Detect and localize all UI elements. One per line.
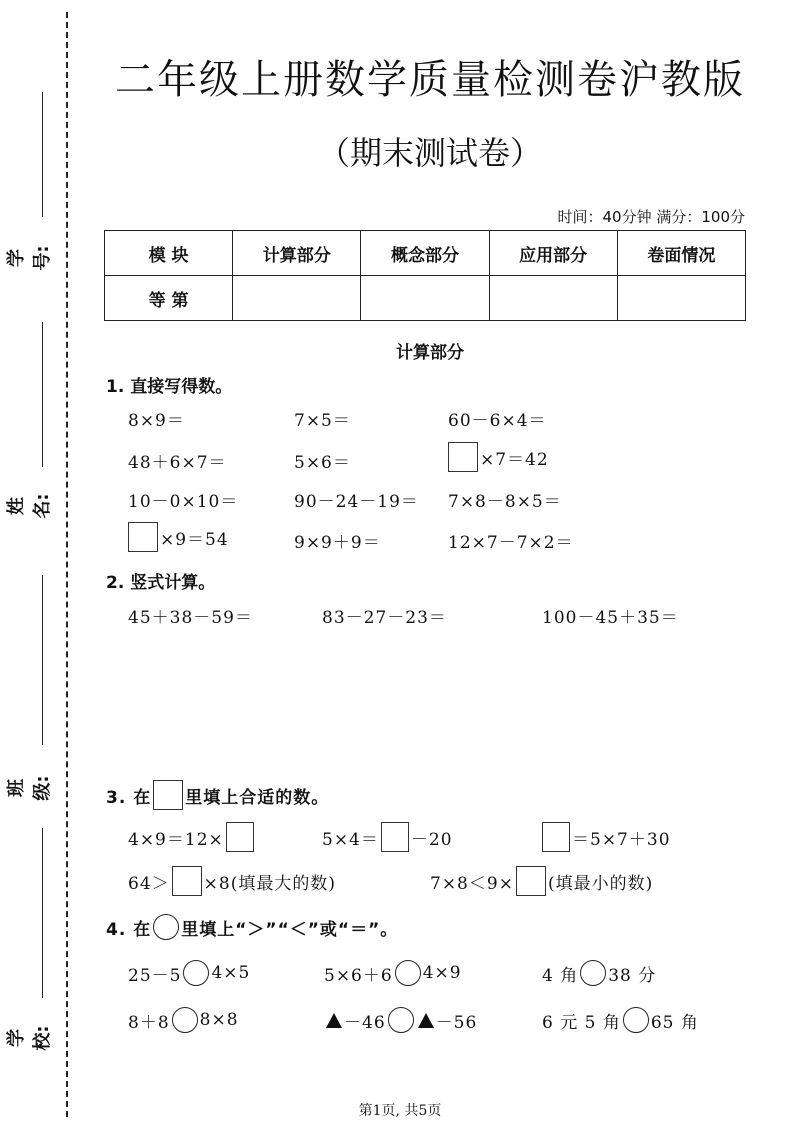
grade-cell[interactable]	[617, 276, 745, 321]
q3-item-text: －20	[410, 829, 453, 850]
school-label: 学校:	[6, 1025, 53, 1051]
q3-item-text: 7×8＜9×	[430, 873, 514, 894]
q4-item	[128, 960, 250, 986]
q1-item: 60－6×4＝	[448, 411, 547, 431]
answer-circle[interactable]	[623, 1007, 649, 1033]
q3-title-pre: 3. 在	[106, 787, 152, 808]
q1-item: 5×6＝	[294, 453, 351, 473]
q1-item: 90－24－19＝	[294, 492, 419, 512]
answer-box[interactable]	[128, 522, 158, 552]
q1-item: 9×9＋9＝	[294, 533, 381, 553]
score-header-cell: 卷面情况	[617, 231, 745, 276]
q2-item: 45＋38－59＝	[128, 608, 253, 628]
q1-item: 7×5＝	[294, 411, 351, 431]
q4-left: －46	[344, 1012, 386, 1033]
score-table	[104, 230, 746, 321]
q1-item	[126, 522, 229, 552]
q1-item: 8×9＝	[128, 411, 185, 431]
q3-item-text: 5×4＝	[322, 829, 379, 850]
page-title: 二年级上册数学质量检测卷沪教版	[115, 57, 745, 103]
q3-item	[540, 822, 671, 852]
exam-meta: 时间：40分钟 满分：100分	[557, 208, 745, 226]
q1-item: 7×8－8×5＝	[448, 492, 562, 512]
answer-circle[interactable]	[395, 960, 421, 986]
answer-circle[interactable]	[172, 1007, 198, 1033]
page-footer: 第1页, 共5页	[358, 1103, 442, 1119]
score-header-cell: 概念部分	[361, 231, 489, 276]
q2-item: 83－27－23＝	[322, 608, 447, 628]
grade-cell[interactable]	[361, 276, 489, 321]
q1-item: 10－0×10＝	[128, 492, 239, 512]
q3-item-text: (填最小的数)	[547, 873, 654, 894]
grade-row-label: 等 第	[105, 276, 233, 321]
class-label: 班级:	[6, 775, 53, 801]
section-title: 计算部分	[396, 343, 464, 363]
answer-box[interactable]	[516, 866, 546, 896]
answer-box[interactable]	[381, 822, 409, 852]
box-symbol	[153, 780, 183, 810]
q4-title-pre: 4. 在	[106, 919, 152, 940]
q4-left: 25－5	[128, 965, 182, 986]
q4-item	[128, 1007, 239, 1033]
q4-item	[324, 1007, 477, 1033]
q4-left: 4 角	[542, 965, 579, 986]
name-line[interactable]	[42, 322, 43, 467]
answer-box[interactable]	[172, 866, 202, 896]
q1-item: 48＋6×7＝	[128, 453, 227, 473]
answer-circle[interactable]	[183, 960, 209, 986]
q1-item	[446, 442, 549, 472]
q3-item-text: ＝5×7＋30	[572, 829, 671, 850]
triangle-icon	[418, 1013, 434, 1028]
q4-left: 6 元 5 角	[542, 1012, 621, 1033]
q4-item	[542, 1007, 699, 1033]
binding-dashed-line	[66, 12, 68, 1117]
grade-cell[interactable]	[233, 276, 361, 321]
school-line[interactable]	[42, 828, 43, 998]
answer-box[interactable]	[448, 442, 478, 472]
score-table-grade-row	[105, 276, 746, 321]
q3-item	[128, 822, 256, 852]
q4-item	[324, 960, 462, 986]
q4-right: 8×8	[199, 1010, 239, 1030]
q3-item	[128, 866, 336, 896]
q1-item-text: ×9＝54	[160, 529, 229, 550]
q4-item	[542, 960, 656, 986]
q3-item-text: ×8(填最大的数)	[203, 873, 336, 894]
score-header-cell: 应用部分	[489, 231, 617, 276]
q3-item-text: 64＞	[128, 873, 170, 894]
circle-symbol	[153, 914, 179, 940]
q3-item-text: 4×9＝12×	[128, 829, 224, 850]
answer-box[interactable]	[542, 822, 570, 852]
q3-item	[430, 866, 653, 896]
q4-right: 4×9	[422, 963, 462, 983]
q4-right: 4×5	[211, 963, 251, 983]
class-line[interactable]	[42, 575, 43, 745]
answer-circle[interactable]	[580, 960, 606, 986]
q4-title	[106, 914, 398, 940]
q4-title-post: 里填上“＞”“＜”或“＝”。	[181, 919, 399, 940]
triangle-icon	[326, 1013, 342, 1028]
score-header-cell: 模 块	[105, 231, 233, 276]
q1-title: 1. 直接写得数。	[106, 377, 233, 397]
q1-item-text: ×7＝42	[480, 449, 549, 470]
q4-left: 8＋8	[128, 1012, 170, 1033]
student-id-line[interactable]	[42, 92, 43, 217]
q3-item	[322, 822, 453, 852]
q4-right: －56	[435, 1012, 478, 1033]
score-header-cell: 计算部分	[233, 231, 361, 276]
score-table-header-row	[105, 231, 746, 276]
grade-cell[interactable]	[489, 276, 617, 321]
answer-box[interactable]	[226, 822, 254, 852]
q2-title: 2. 竖式计算。	[106, 573, 216, 593]
name-label: 姓名:	[6, 493, 53, 519]
q2-item: 100－45＋35＝	[542, 608, 679, 628]
page-subtitle: （期末测试卷）	[317, 134, 542, 172]
q1-item: 12×7－7×2＝	[448, 533, 574, 553]
answer-circle[interactable]	[388, 1007, 414, 1033]
q4-right: 65 角	[650, 1012, 699, 1033]
q3-title-post: 里填上合适的数。	[185, 787, 330, 808]
q4-right: 38 分	[608, 965, 657, 986]
q3-title	[106, 780, 329, 810]
q4-left: 5×6＋6	[324, 965, 393, 986]
student-id-label: 学号:	[6, 245, 53, 271]
